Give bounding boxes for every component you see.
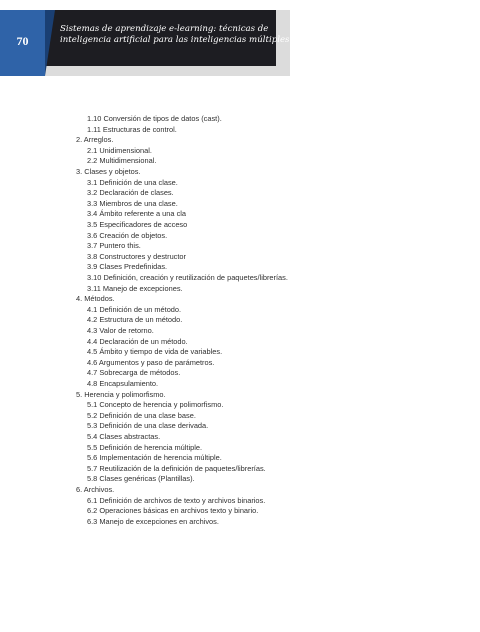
toc-section: 1.11 Estructuras de control. — [87, 124, 177, 134]
toc-section: 4.8 Encapsulamiento. — [87, 379, 159, 388]
running-header-title — [60, 24, 290, 46]
toc-section: 5.1 Concepto de herencia y polimorfismo. — [87, 400, 224, 410]
toc-section: 3.4 Ámbito referente a una cla — [87, 209, 187, 219]
toc-section: 6.2 Operaciones básicas en archivos texto y binario. — [87, 506, 259, 516]
toc-section: 1.10 Conversión de tipos de datos (cast). — [87, 114, 222, 123]
toc-section: 3.6 Creación de objetos. — [87, 230, 168, 240]
toc-section: 5.5 Definición de herencia múltiple. — [87, 442, 203, 452]
page-number: 70 — [16, 34, 29, 48]
toc-section: 3.11 Manejo de excepciones. — [87, 283, 183, 293]
toc-section: 6.1 Definición de archivos de texto y archivos binarios. — [87, 495, 266, 505]
toc-section: 2.2 Multidimensional. — [87, 156, 157, 166]
running-header-line-2: inteligencia artificial para las inteligencias múltiples — [60, 35, 290, 45]
toc-section: 6.3 Manejo de excepciones en archivos. — [87, 516, 219, 526]
toc-section: 5.2 Definición de una clase base. — [87, 410, 196, 420]
toc-section: 3.3 Miembros de una clase. — [87, 198, 178, 208]
toc-section: 4.4 Declaración de un método. — [87, 336, 188, 346]
toc-section: 5.6 Implementación de herencia múltiple. — [87, 453, 222, 463]
page-tab-fold — [45, 10, 55, 76]
toc-section: 4.1 Definición de un método. — [87, 304, 182, 314]
toc-section: 4.6 Argumentos y paso de parámetros. — [87, 357, 215, 367]
toc-chapter: 4. Métodos. — [76, 294, 115, 304]
toc-chapter: 3. Clases y objetos. — [76, 167, 141, 176]
toc-section: 5.4 Clases abstractas. — [87, 432, 161, 441]
toc-section: 3.1 Definición de una clase. — [87, 177, 178, 187]
toc-section: 4.7 Sobrecarga de métodos. — [87, 368, 181, 378]
toc-section: 4.2 Estructura de un método. — [87, 315, 183, 325]
toc-chapter: 6. Archivos. — [76, 485, 115, 494]
toc-section: 2.1 Unidimensional. — [87, 145, 152, 155]
toc-section: 3.2 Declaración de clases. — [87, 188, 174, 198]
toc-section: 4.5 Ámbito y tiempo de vida de variables. — [87, 347, 223, 357]
toc-section: 5.7 Reutilización de la definición de paquetes/librerías. — [87, 463, 266, 473]
running-header-line-1: Sistemas de aprendizaje e-learning: técnicas de — [60, 24, 269, 34]
toc-section: 3.9 Clases Predefinidas. — [87, 262, 168, 272]
toc-section: 3.8 Constructores y destructor — [87, 251, 186, 261]
toc-section: 3.10 Definición, creación y reutilización de paquetes/librerías. — [87, 273, 288, 282]
toc-section: 5.8 Clases genéricas (Plantillas). — [87, 474, 195, 484]
toc-chapter: 2. Arreglos. — [76, 135, 114, 145]
toc-section: 3.7 Puntero this. — [87, 241, 141, 251]
toc-chapter: 5. Herencia y polimorfismo. — [76, 389, 166, 399]
toc-section: 5.3 Definición de una clase derivada. — [87, 421, 209, 431]
toc-section: 4.3 Valor de retorno. — [87, 326, 154, 335]
toc-section: 3.5 Especificadores de acceso — [87, 220, 188, 229]
